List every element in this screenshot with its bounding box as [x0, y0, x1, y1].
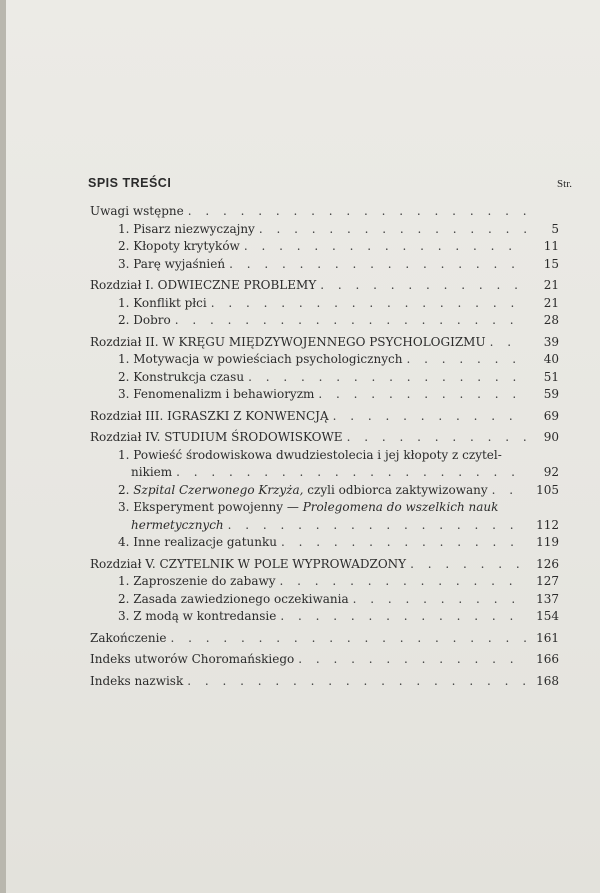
- leader-dots: [188, 203, 526, 221]
- toc-entry-page: 28: [543, 313, 559, 327]
- leader-dots: [492, 482, 526, 500]
- entry-title-italic: Szpital Czerwonego Krzyża,: [133, 482, 304, 497]
- page-edge: [0, 0, 6, 893]
- toc-entry: [90, 517, 559, 535]
- toc-entry-page: 21: [543, 278, 559, 292]
- leader-dots: [410, 556, 526, 574]
- leader-dots: [171, 630, 526, 648]
- toc-entry-text: nikiem: [131, 465, 173, 479]
- toc-entry-page: 39: [543, 334, 559, 349]
- toc-entry-text: [118, 482, 488, 500]
- leader-dots: [318, 386, 526, 404]
- toc-entry-text: 2. Dobro: [118, 313, 171, 327]
- toc-entry-page: 40: [543, 352, 559, 366]
- toc-chapter: [90, 673, 559, 691]
- leader-dots: [211, 295, 526, 313]
- toc-entry-text: Indeks utworów Choromańskiego: [90, 652, 295, 666]
- toc-entry: [90, 351, 559, 369]
- toc-entry: [90, 386, 559, 404]
- leader-dots: [320, 277, 526, 295]
- toc-entry: [90, 221, 559, 239]
- toc-entry-text: Uwagi wstępne: [90, 204, 184, 218]
- leader-dots: [244, 238, 526, 256]
- toc-entry-text: 4. Inne realizacje gatunku: [118, 535, 277, 549]
- toc-entry-page: 154: [536, 609, 559, 623]
- leader-dots: [406, 351, 526, 369]
- toc-entry-text: Rozdział III. IGRASZKI Z KONWENCJĄ: [90, 408, 329, 423]
- page-column-label: Str.: [557, 178, 572, 190]
- entry-number: 2.: [118, 482, 130, 497]
- toc-header: [88, 176, 572, 196]
- leader-dots: [248, 369, 526, 387]
- toc-entry-page: 15: [543, 256, 559, 271]
- toc-entry-page: 105: [536, 482, 559, 497]
- toc-entry-text: 3. Eksperyment powojenny —: [118, 500, 299, 514]
- toc-entry-page: 126: [536, 556, 559, 571]
- toc-entry-text: Rozdział IV. STUDIUM ŚRODOWISKOWE: [90, 430, 343, 444]
- toc-chapter: [90, 408, 559, 426]
- leader-dots: [490, 334, 526, 352]
- toc-chapter: [90, 277, 559, 295]
- toc-entry: [90, 482, 559, 500]
- toc-entry-text: Rozdział I. ODWIECZNE PROBLEMY: [90, 278, 317, 292]
- toc-entry-text: Rozdział V. CZYTELNIK W POLE WYPROWADZONY: [90, 556, 407, 571]
- toc-entry-page: 112: [536, 517, 559, 532]
- toc-chapter: [90, 556, 559, 574]
- toc-entry: [90, 464, 559, 482]
- page-title: SPIS TREŚCI: [88, 176, 172, 190]
- leader-dots: [280, 608, 526, 626]
- toc-entry: [90, 312, 559, 330]
- toc-entry: [90, 369, 559, 387]
- toc-entry-text: 3. Fenomenalizm i behawioryzm: [118, 387, 315, 401]
- leader-dots: [228, 517, 526, 535]
- toc-entry-page: 166: [536, 652, 559, 666]
- toc-entry-page: 161: [536, 630, 559, 645]
- entry-rest: czyli odbiorca zaktywizowany: [307, 482, 488, 497]
- toc-entry-page: 168: [536, 673, 559, 688]
- toc-entry: [90, 256, 559, 274]
- leader-dots: [229, 256, 526, 274]
- toc-entry-page: 69: [543, 408, 559, 423]
- toc-entry-text: 1. Powieść środowiskowa dwudziestolecia i jej kłopoty z czytel-: [118, 447, 502, 462]
- toc-entry-text: Indeks nazwisk: [90, 673, 184, 688]
- toc-entry-text: 3. Parę wyjaśnień: [118, 256, 226, 271]
- toc-entry: [90, 238, 559, 256]
- toc-entry-page: 119: [536, 535, 559, 549]
- toc-entry-page: 51: [543, 369, 559, 384]
- toc-entry-wrapped-line: [90, 499, 559, 517]
- toc-entry: [90, 295, 559, 313]
- toc-entry-page: 5: [551, 221, 559, 236]
- toc-entry-page: 59: [543, 387, 559, 401]
- leader-dots: [281, 534, 526, 552]
- leader-dots: [187, 673, 526, 691]
- toc-entry-page: 90: [543, 430, 559, 444]
- leader-dots: [298, 651, 526, 669]
- toc-entry-wrapped-line: [90, 447, 559, 465]
- leader-dots: [280, 573, 526, 591]
- toc-chapter: [90, 651, 559, 669]
- toc-entry-text: Rozdział II. W KRĘGU MIĘDZYWOJENNEGO PSYCHOLOGIZMU: [90, 334, 486, 349]
- entry-title-italic: hermetycznych: [131, 517, 224, 532]
- toc-entry-page: 21: [543, 295, 559, 310]
- toc-entry-page: 92: [543, 465, 559, 479]
- entry-title-italic: Prolegomena do wszelkich nauk: [302, 500, 499, 514]
- toc-entry: [90, 573, 559, 591]
- toc-entry-text: 3. Z modą w kontredansie: [118, 609, 277, 623]
- toc-entry-text: 1. Konflikt płci: [118, 295, 207, 310]
- toc-chapter: [90, 630, 559, 648]
- toc-chapter: [90, 334, 559, 352]
- toc-entry: [90, 534, 559, 552]
- toc-entry-text: 1. Pisarz niezwyczajny: [118, 221, 255, 236]
- toc-entry: [90, 591, 559, 609]
- toc-entry-page: 137: [536, 591, 559, 606]
- toc-entry-text: 1. Zaproszenie do zabawy: [118, 574, 276, 588]
- leader-dots: [347, 429, 526, 447]
- leader-dots: [259, 221, 526, 239]
- leader-dots: [175, 312, 526, 330]
- table-of-contents: [90, 203, 559, 690]
- toc-entry: [90, 608, 559, 626]
- toc-entry: [90, 203, 559, 221]
- toc-entry-text: 2. Kłopoty krytyków: [118, 239, 240, 253]
- leader-dots: [176, 464, 526, 482]
- toc-entry-page: 127: [536, 574, 559, 588]
- leader-dots: [333, 408, 526, 426]
- leader-dots: [353, 591, 526, 609]
- toc-chapter: [90, 429, 559, 447]
- toc-entry-text: 2. Konstrukcja czasu: [118, 369, 245, 384]
- toc-entry-text: 2. Zasada zawiedzionego oczekiwania: [118, 591, 349, 606]
- toc-entry-text: 1. Motywacja w powieściach psychologicznych: [118, 352, 403, 366]
- toc-entry-text: Zakończenie: [90, 630, 167, 645]
- toc-entry-page: 11: [543, 239, 559, 253]
